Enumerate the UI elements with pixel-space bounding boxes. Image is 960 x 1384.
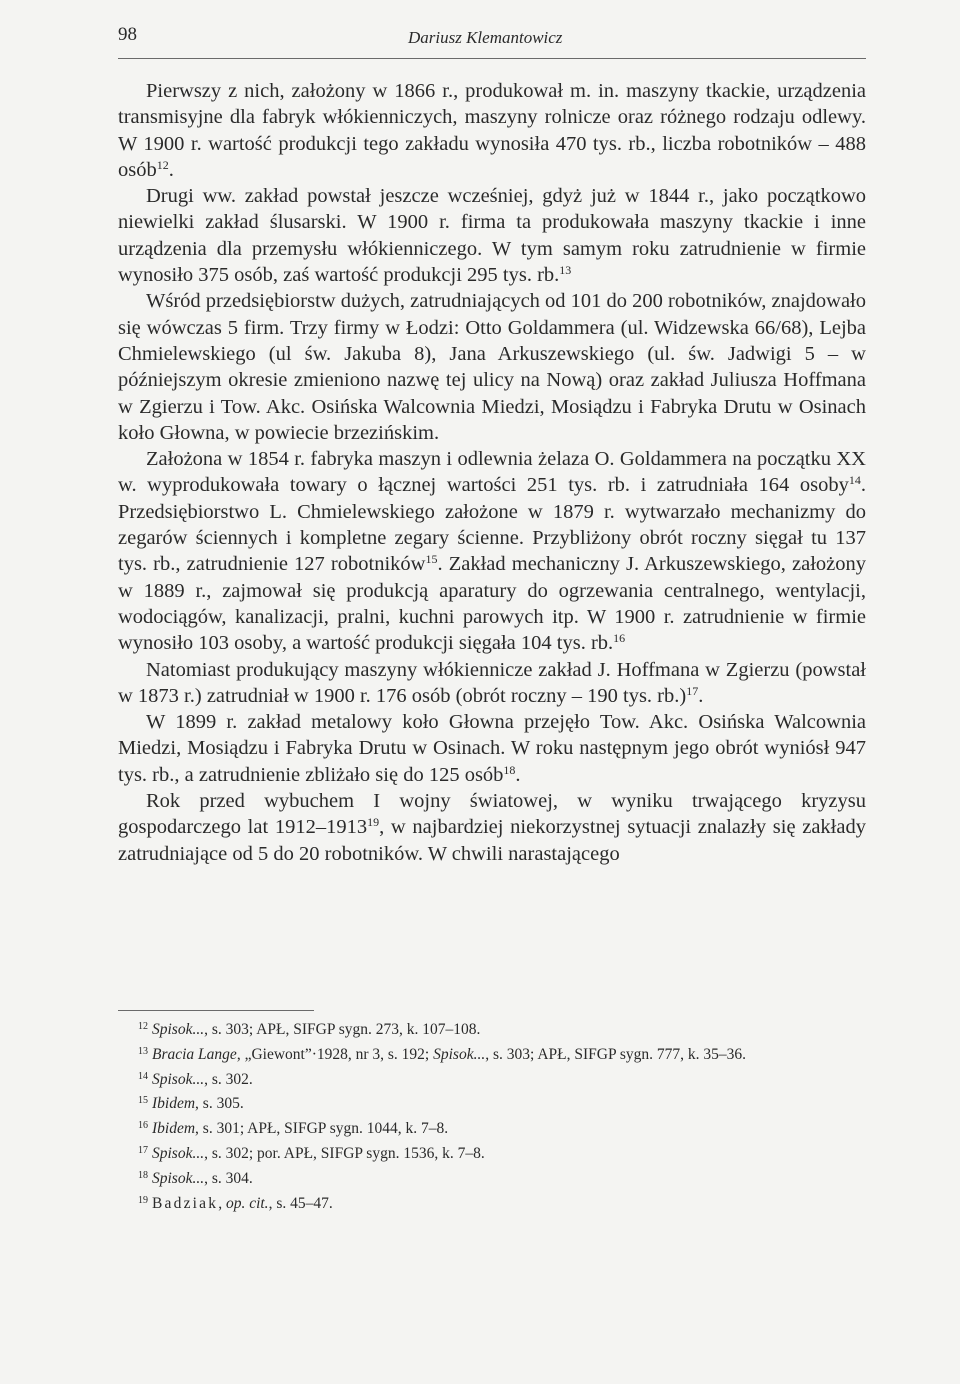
- footnote-text: , s. 302.: [204, 1070, 253, 1088]
- footnote-text: , „Giewont”·1928, nr 3, s. 192;: [236, 1045, 434, 1063]
- page-number: 98: [118, 24, 137, 45]
- footnote-title: Spisok...: [152, 1169, 205, 1187]
- footnote-title: Spisok...: [152, 1144, 205, 1162]
- footnote-mark: 15: [138, 1095, 148, 1107]
- text-run: , w najbardziej niekorzystnej sytuacji znalazły się zakłady zatrudniające od 5 do 20 robotników. W chwili narastającego: [118, 816, 866, 865]
- page-header: [118, 24, 866, 59]
- footnote: [118, 1140, 866, 1165]
- footnote-mark: 13: [138, 1045, 148, 1057]
- footnote: [118, 1016, 866, 1041]
- footnote-ref: 14: [848, 473, 861, 488]
- paragraph: [118, 446, 866, 656]
- footnote-mark: 16: [138, 1120, 148, 1132]
- text-run: Rok przed wybuchem I wojny światowej, w wyniku trwającego kryzysu gospodarczego lat 1912–1913: [118, 790, 866, 839]
- footnote-text: , s. 304.: [204, 1169, 253, 1187]
- text-run: Założona w 1854 r. fabryka maszyn i odlewnia żelaza O. Goldammera na początku XX w. wyprodukowała towary o łącznej wartości 251 tys. rb. i zatrudniała 164 osoby: [118, 448, 866, 497]
- footnote-title: Spisok...: [433, 1045, 486, 1063]
- text-run: W 1899 r. zakład metalowy koło Głowna przejęło Tow. Akc. Osińska Walcownia Miedzi, Mosiądzu i Fabryka Drutu w Osinach. W roku następnym jego obrót wyniósł 947 tys. rb., a zatrudnienie zbliżało się do 125 osób: [118, 711, 866, 786]
- footnote-title: Ibidem: [152, 1120, 196, 1138]
- footnote-ref: 19: [367, 815, 380, 830]
- footnote-mark: 14: [138, 1070, 148, 1082]
- footnote-ref: 17: [686, 683, 699, 698]
- text-run: .: [168, 158, 174, 181]
- footnote-mark: 12: [138, 1021, 148, 1032]
- footnote-author: Badziak: [152, 1194, 219, 1212]
- text-run: . Przedsiębiorstwo L. Chmielewskiego założone w 1879 r. wytwarzało mechanizmy do zegarów ściennych i kompletne zegary ścienne. Przybliżony obrót roczny sięgał tu 137 tys. rb., zatrudnienie 127 robotników: [118, 474, 866, 576]
- footnote-mark: 18: [138, 1169, 148, 1181]
- footnote-text: , s. 305.: [195, 1095, 244, 1113]
- footnote-title: Spisok...: [152, 1070, 205, 1088]
- footnotes: [118, 1016, 866, 1214]
- footnote-ref: 18: [503, 762, 516, 777]
- paragraph: [118, 788, 866, 867]
- footnote-mark: 17: [138, 1144, 148, 1156]
- footnote-text: , s. 302; por. APŁ, SIFGP sygn. 1536, k. 7–8.: [204, 1144, 485, 1162]
- footnote: [118, 1165, 866, 1190]
- footnote-text: , s. 303; APŁ, SIFGP sygn. 777, k. 35–36.: [485, 1045, 747, 1063]
- footnote: [118, 1066, 866, 1091]
- footnote: [118, 1041, 866, 1066]
- text-run: Drugi ww. zakład powstał jeszcze wcześniej, gdyż już w 1844 r., jako początkowo niewielki zakład ślusarski. W 1900 r. firma ta produkowała maszyny tkackie i inne urządzenia dla przemysłu włókienniczego. W tym samym roku zatrudnienie w firmie wynosiło 375 osób, zaś wartość produkcji 295 tys. rb.: [118, 185, 866, 287]
- text-run: Natomiast produkujący maszyny włókiennicze zakład J. Hoffmana w Zgierzu (powstał w 1873 r.) zatrudniał w 1900 r. 176 osób (obrót roczny – 190 tys. rb.): [118, 658, 866, 707]
- footnote: [118, 1190, 866, 1215]
- text-run: .: [515, 763, 521, 786]
- paragraph: [118, 78, 866, 183]
- footnote-text: , s. 303; APŁ, SIFGP sygn. 273, k. 107–108.: [204, 1021, 481, 1038]
- running-head: Dariusz Klemantowicz: [408, 28, 563, 47]
- footnote-text: , s. 45–47.: [268, 1194, 333, 1212]
- footnote-ref: 16: [613, 631, 626, 646]
- footnote-ref: 15: [425, 552, 438, 567]
- footnote-title: op. cit.: [225, 1194, 269, 1212]
- footnote-title: Ibidem: [152, 1095, 196, 1113]
- footnote-mark: 19: [138, 1194, 148, 1206]
- text-run: . Zakład mechaniczny J. Arkuszewskiego, założony w 1889 r., zajmował się produkcją aparatury do ogrzewania centralnego, wentylacji, wodociągów, kanalizacji, pralni, kuchni parowych itp. W 1900 r. zatrudnienie w firmie wynosiło 103 osoby, a wartość produkcji sięgała 104 tys. rb.: [118, 553, 866, 655]
- paragraph: [118, 657, 866, 710]
- footnote-separator: [118, 1010, 314, 1011]
- paragraph: [118, 709, 866, 788]
- footnote-ref: 12: [156, 157, 169, 172]
- footnote-text: ,: [218, 1194, 226, 1212]
- footnote-text: , s. 301; APŁ, SIFGP sygn. 1044, k. 7–8.: [195, 1120, 449, 1138]
- footnote-title: Bracia Lange: [152, 1045, 237, 1063]
- main-text: [118, 78, 866, 867]
- footnote: [118, 1115, 866, 1140]
- text-run: .: [698, 684, 704, 707]
- footnote: [118, 1090, 866, 1115]
- footnote-ref: 13: [559, 263, 572, 278]
- paragraph: Wśród przedsiębiorstw dużych, zatrudniających od 101 do 200 robotników, znajdowało się wówczas 5 firm. Trzy firmy w Łodzi: Otto Goldammera (ul. Widzewska 66/68), Lejba Chmielewskiego (ul św. Jakuba 8), Jana Arkuszewskiego (ul. św. Jadwigi 5 – w późniejszym okresie zmieniono nazwę tej ulicy na Nową) oraz zakład Juliusza Hoffmana w Zgierzu i Tow. Akc. Osińska Walcownia Miedzi, Mosiądzu i Fabryka Drutu w Osinach koło Głowna, w powiecie brzezińskim.: [118, 290, 866, 444]
- text-run: Pierwszy z nich, założony w 1866 r., produkował m. in. maszyny tkackie, urządzenia transmisyjne dla fabryk włókienniczych, maszyny rolnicze oraz różnego rodzaju odlewy. W 1900 r. wartość produkcji tego zakładu wynosiła 470 tys. rb., liczba robotników – 488 osób: [118, 80, 866, 181]
- footnote-title: Spisok...: [152, 1021, 205, 1038]
- paragraph: [118, 183, 866, 288]
